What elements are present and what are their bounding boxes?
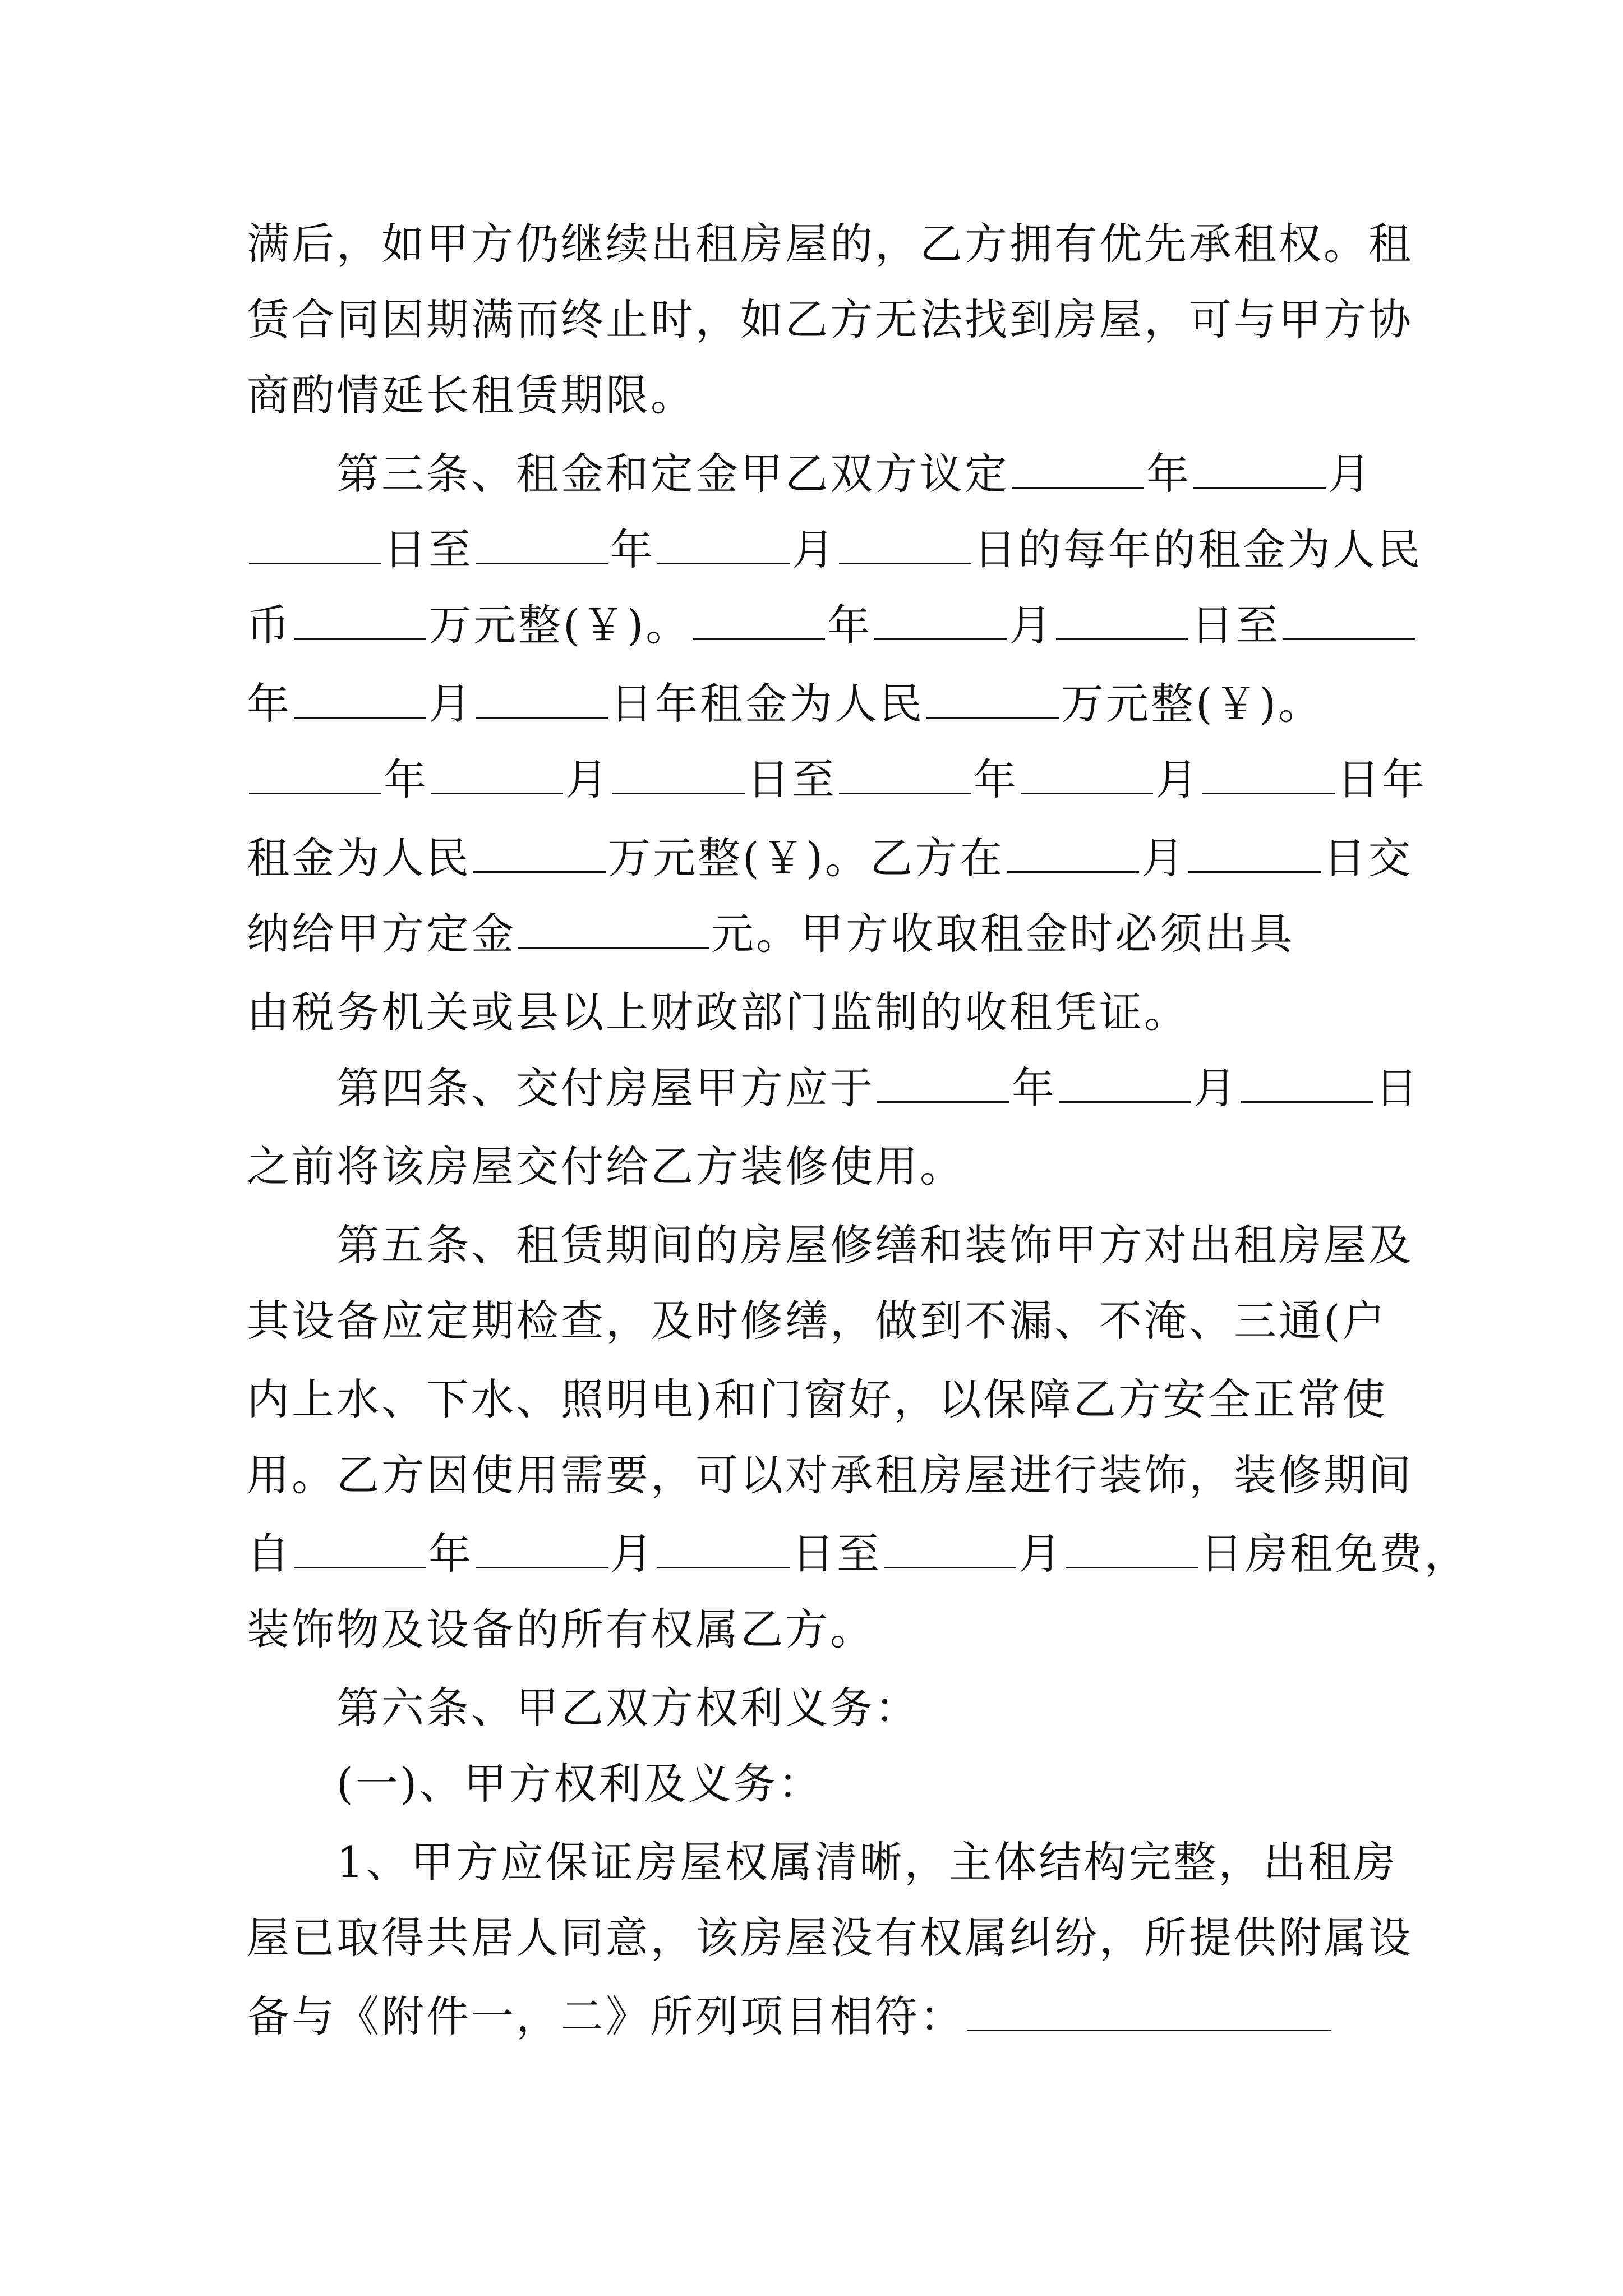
fill-blank [473, 866, 606, 873]
fill-blank [1021, 787, 1153, 794]
line-text: 备与《附件一，二》所列项目相符： [247, 1991, 965, 2041]
article-5-heading-line [336, 1217, 1413, 1273]
fill-blank [877, 1096, 1009, 1103]
fill-blank [839, 787, 971, 794]
line-text: 万元整(￥)。 [1061, 679, 1324, 729]
line-text: 月 [428, 679, 473, 729]
line-text: 月 [565, 754, 610, 804]
body-line [247, 597, 1417, 654]
body-line [247, 906, 1294, 962]
subsection-heading-line [336, 1756, 823, 1812]
body-line [247, 1989, 1334, 2045]
body-line [247, 1293, 1387, 1349]
line-text: 年 [247, 679, 292, 729]
body-line [247, 830, 1413, 886]
line-text: 日房租免费， [1200, 1529, 1469, 1579]
fill-blank [693, 633, 825, 640]
line-text: 日交 [1323, 833, 1413, 883]
line-text: 月 [1018, 1529, 1063, 1579]
line-text: (一)、甲方权利及义务： [336, 1759, 823, 1809]
line-text: 屋已取得共居人同意，该房屋没有权属纠纷，所提供附属设 [247, 1913, 1413, 1963]
line-text: 月 [792, 524, 837, 574]
line-text: 万元整(￥)。乙方在 [608, 833, 1005, 883]
fill-blank [1193, 481, 1326, 489]
fill-blank [476, 557, 608, 564]
line-text: 第六条、甲乙双方权利义务： [336, 1683, 920, 1733]
fill-blank [874, 633, 1007, 640]
line-text: 日至 [1191, 600, 1281, 650]
article-3-heading-line [336, 446, 1373, 502]
line-text: 租金为人民 [247, 833, 471, 883]
line-text: 第五条、租赁期间的房屋修缮和装饰甲方对出租房屋及 [336, 1220, 1413, 1270]
line-text: 月 [1328, 449, 1373, 499]
body-line [247, 1602, 875, 1658]
body-line [247, 752, 1427, 808]
article-4-heading-line [336, 1060, 1420, 1116]
line-text: 万元整(￥)。 [428, 600, 691, 650]
line-text: 年 [1146, 449, 1191, 499]
fill-blank [1241, 1096, 1373, 1103]
line-text: 月 [1141, 833, 1187, 883]
line-text: 由税务机关或县以上财政部门监制的收租凭证。 [247, 987, 1189, 1037]
body-line [247, 676, 1323, 732]
fill-blank [1007, 866, 1139, 873]
line-text: 月 [1193, 1063, 1238, 1113]
fill-blank [1012, 481, 1144, 489]
line-text: 日的每年的租金为人民 [974, 524, 1422, 574]
body-line [247, 1447, 1413, 1503]
line-text: 年 [384, 754, 428, 804]
line-text: 年 [610, 524, 655, 574]
body-line [247, 1139, 965, 1195]
line-text: 币 [247, 600, 292, 650]
fill-blank [518, 941, 709, 949]
line-text: 赁合同因期满而终止时，如乙方无法找到房屋，可与甲方协 [247, 295, 1413, 344]
line-text: 商酌情延长租赁期限。 [247, 370, 695, 420]
body-line [247, 292, 1413, 348]
clause-1-line [336, 1834, 1398, 1890]
line-text: 内上水、下水、照明电)和门窗好，以保障乙方安全正常使 [247, 1374, 1387, 1424]
body-line [247, 522, 1422, 578]
line-text: 自 [247, 1529, 292, 1579]
fill-blank [476, 1561, 608, 1568]
fill-blank [1059, 1096, 1191, 1103]
fill-blank [249, 557, 381, 564]
line-text: 日至 [747, 754, 837, 804]
line-text: 日至 [792, 1529, 882, 1579]
body-line [247, 367, 695, 424]
fill-blank [657, 557, 790, 564]
fill-blank [294, 711, 426, 719]
line-text: 年 [428, 1529, 473, 1579]
line-text: 纳给甲方定金 [247, 909, 516, 959]
fill-blank [1066, 1561, 1198, 1568]
article-6-heading-line [336, 1680, 920, 1736]
body-line [247, 1910, 1413, 1966]
line-text: 日 [1375, 1063, 1420, 1113]
line-text: 月 [1155, 754, 1200, 804]
line-text: 元。甲方收取租金时必须出具 [711, 909, 1294, 959]
line-text: 其设备应定期检查，及时修缮，做到不漏、不淹、三通(户 [247, 1296, 1387, 1346]
fill-blank [249, 787, 381, 794]
fill-blank [926, 711, 1059, 719]
line-text: 年 [974, 754, 1018, 804]
line-text: 年 [827, 600, 873, 650]
fill-blank [1056, 633, 1188, 640]
body-line [247, 984, 1189, 1041]
line-text: 第四条、交付房屋甲方应于 [336, 1063, 875, 1113]
fill-blank [967, 2024, 1331, 2031]
body-line [247, 1526, 1469, 1582]
line-text: 年 [1012, 1063, 1057, 1113]
line-text: 之前将该房屋交付给乙方装修使用。 [247, 1142, 965, 1191]
fill-blank [657, 1561, 790, 1568]
fill-blank [884, 1561, 1016, 1568]
fill-blank [294, 1561, 426, 1568]
fill-blank [839, 557, 971, 564]
line-text: 日至 [384, 524, 473, 574]
fill-blank [1188, 866, 1321, 873]
fill-blank [476, 711, 608, 719]
line-text: 用。乙方因使用需要，可以对承租房屋进行装饰，装修期间 [247, 1450, 1413, 1500]
fill-blank [431, 787, 563, 794]
fill-blank [612, 787, 745, 794]
fill-blank [1283, 633, 1415, 640]
line-text: 月 [1009, 600, 1054, 650]
line-text: 月 [610, 1529, 655, 1579]
line-text: 日年租金为人民 [610, 679, 924, 729]
line-text: 第三条、租金和定金甲乙双方议定 [336, 449, 1009, 499]
line-text: 装饰物及设备的所有权属乙方。 [247, 1604, 875, 1654]
line-text: 1、甲方应保证房屋权属清晰，主体结构完整，出租房 [336, 1837, 1398, 1887]
fill-blank [294, 633, 426, 640]
body-line [247, 1372, 1387, 1428]
fill-blank [1202, 787, 1335, 794]
body-line [247, 216, 1413, 272]
line-text: 满后，如甲方仍继续出租房屋的，乙方拥有优先承租权。租 [247, 219, 1413, 269]
line-text: 日年 [1337, 754, 1427, 804]
